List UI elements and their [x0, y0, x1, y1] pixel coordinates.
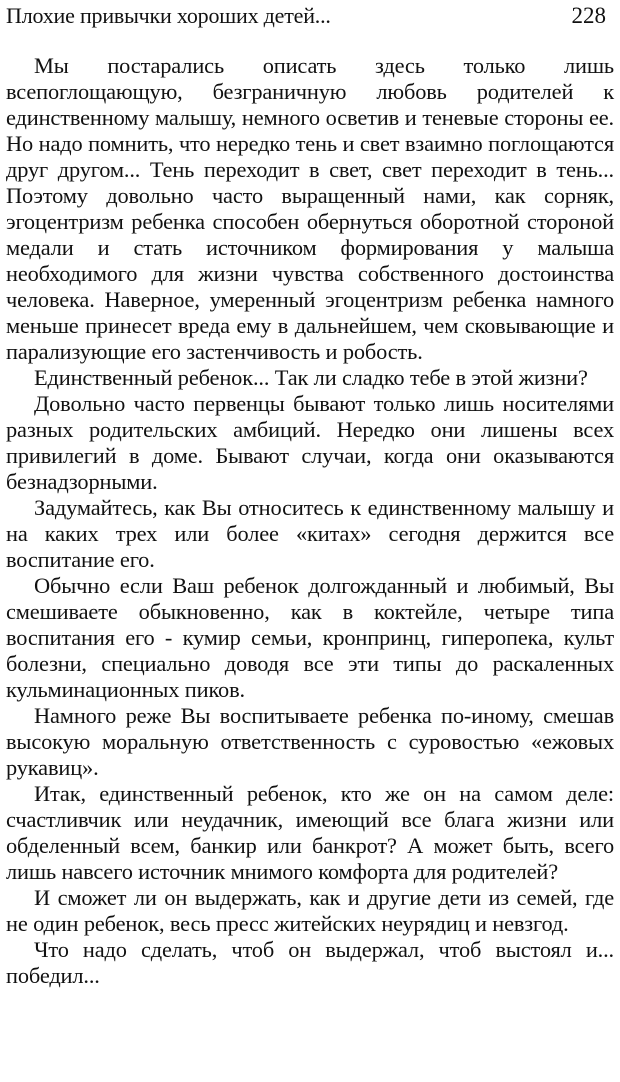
- paragraph-5: Обычно если Ваш ребенок долгожданный и любимый, Вы смешиваете обыкновенно, как в коктейле, четыре типа воспитания его - кумир семьи, кронпринц, гиперопека, культ болезни, специально доводя все эти типы до раскаленных кульминационных пиков.: [6, 573, 614, 702]
- running-title: Плохие привычки хороших детей...: [6, 3, 331, 28]
- body-text: [6, 53, 614, 989]
- paragraph-1: Мы постарались описать здесь только лишь всепоглощающую, безграничную любовь родителей к единственному малышу, немного осветив и теневые стороны ее. Но надо помнить, что нередко тень и свет взаимно поглощаются друг другом... Тень переходит в свет, свет переходит в тень... Поэтому довольно часто выращенный нами, как сорняк, эгоцентризм ребенка способен обернуться оборотной стороной медали и стать источником формирования у малыша необходимого для жизни чувства собственного достоинства человека. Наверное, умеренный эгоцентризм ребенка намного меньше принесет вреда ему в дальнейшем, чем сковывающие и парализующие его застенчивость и робость.: [6, 53, 614, 364]
- paragraph-9: Что надо сделать, чтоб он выдержал, чтоб выстоял и... победил...: [6, 937, 614, 988]
- paragraph-4: Задумайтесь, как Вы относитесь к единственному малышу и на каких трех или более «китах» сегодня держится все воспитание его.: [6, 495, 614, 572]
- page-header: [6, 0, 614, 36]
- paragraph-7: Итак, единственный ребенок, кто же он на самом деле: счастливчик или неудачник, имеющий все блага жизни или обделенный всем, банкир или банкрот? А может быть, всего лишь навсего источник мнимого комфорта для родителей?: [6, 781, 614, 884]
- paragraph-2: Единственный ребенок... Так ли сладко тебе в этой жизни?: [34, 365, 588, 390]
- paragraph-8: И сможет ли он выдержать, как и другие дети из семей, где не один ребенок, весь пресс житейских неурядиц и невзгод.: [6, 885, 614, 936]
- page-number: 228: [571, 3, 606, 28]
- paragraph-6: Намного реже Вы воспитываете ребенка по-иному, смешав высокую моральную ответственность с суровостью «ежовых рукавиц».: [6, 703, 614, 780]
- paragraph-3: Довольно часто первенцы бывают только лишь носителями разных родительских амбиций. Нередко они лишены всех привилегий в доме. Бывают случаи, когда они оказываются безнадзорными.: [6, 391, 614, 494]
